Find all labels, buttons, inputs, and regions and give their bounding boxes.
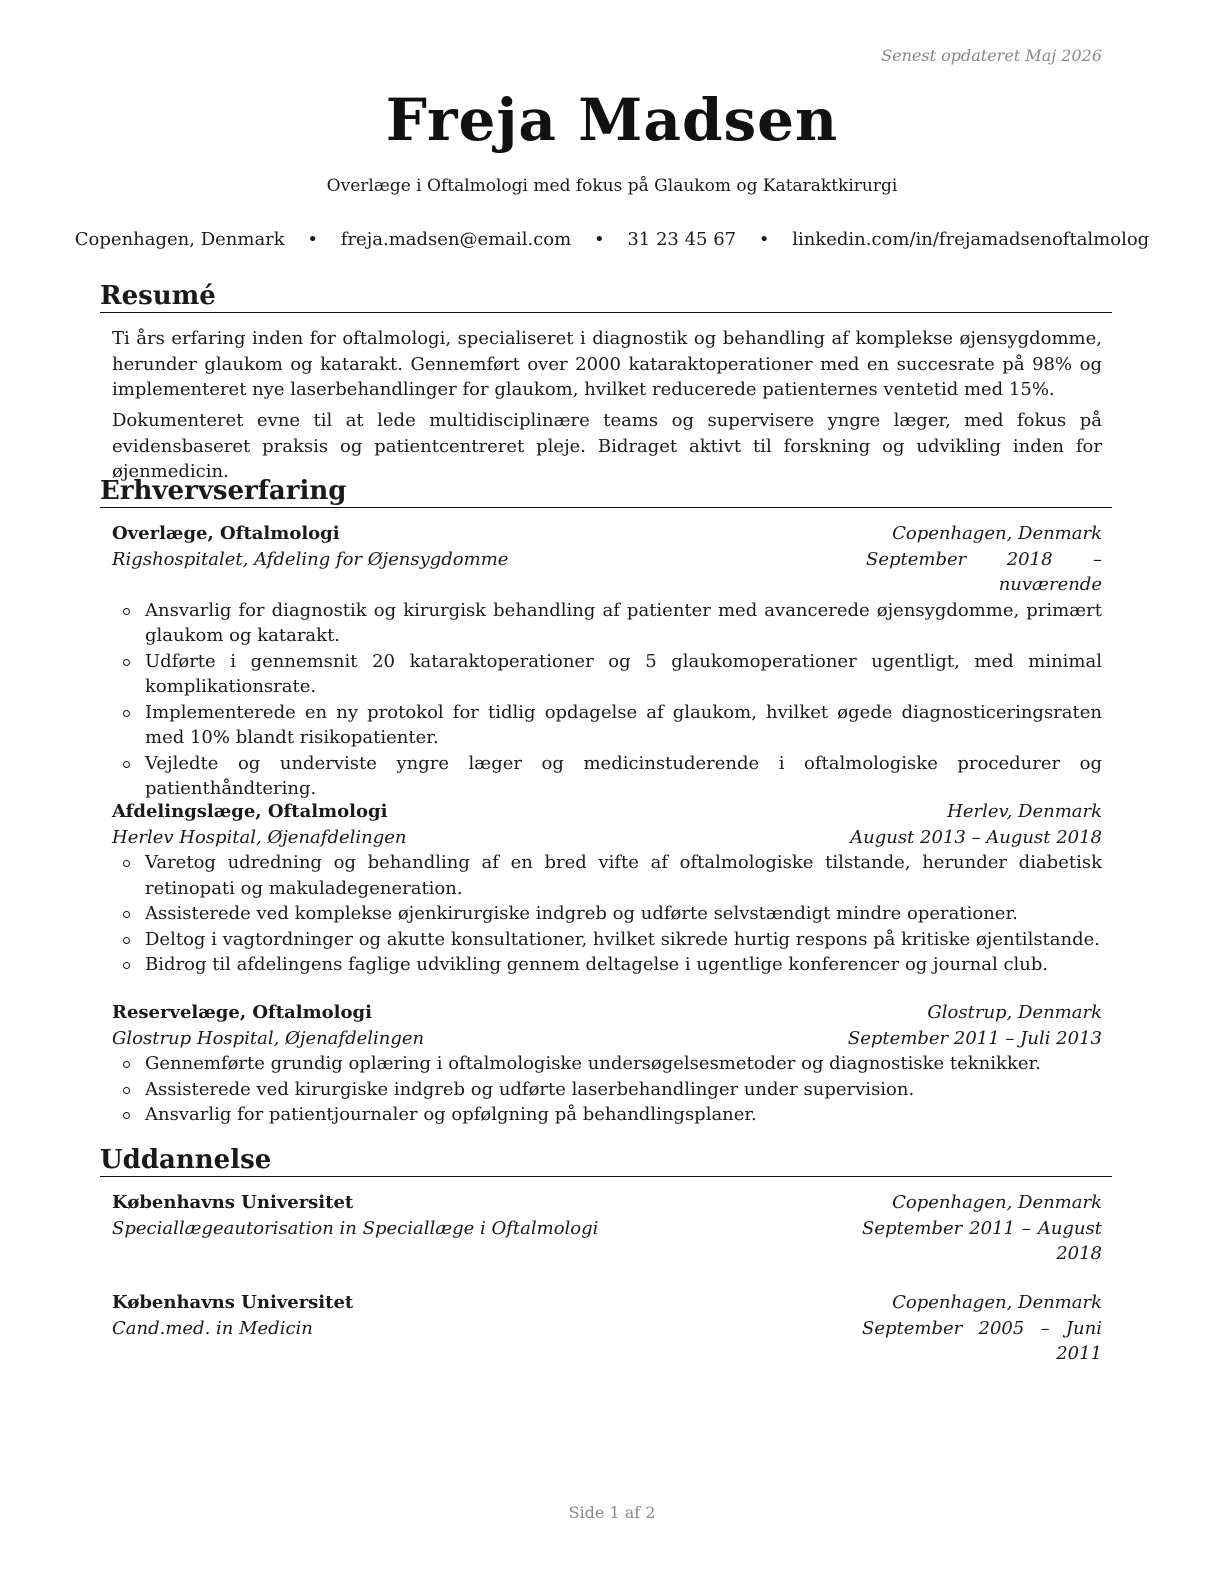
contact-linkedin[interactable]: linkedin.com/in/frejamadsenoftalmolog	[792, 229, 1150, 250]
education-dates: September 2005 – Juni 2011	[862, 1317, 1102, 1364]
summary-paragraph: Dokumenteret evne til at lede multidisciplinære teams og supervisere yngre læger, med fokus på evidensbaseret praksis og patientcentreret pleje. Bidraget aktivt til forskning og udvikling inden for øjenmedicin.	[112, 410, 1102, 482]
contact-separator: •	[307, 229, 319, 250]
education-school: Københavns Universitet	[112, 1292, 354, 1313]
job-employer: Rigshospitalet, Afdeling for Øjensygdomme	[112, 548, 509, 570]
job-dates: September 2011 – Juli 2013	[847, 1027, 1102, 1049]
list-item: Ansvarlig for diagnostik og kirurgisk behandling af patienter med avancerede øjensygdomme, primært glaukom og katarakt.	[112, 598, 1102, 649]
education-location: Copenhagen, Denmark	[892, 1192, 1102, 1213]
contact-email[interactable]: freja.madsen@email.com	[340, 229, 572, 250]
education-dates: September 2011 – August 2018	[862, 1217, 1102, 1264]
education-degree: Cand.med. in Medicin	[112, 1317, 313, 1339]
section-title-summary: Resumé	[100, 281, 1112, 313]
list-item: Bidrog til afdelingens faglige udvikling gennem deltagelse i ugentlige konferencer og journal club.	[112, 952, 1102, 978]
job-bullets	[112, 850, 1102, 978]
job-entry	[112, 521, 1102, 802]
section-title-education: Uddannelse	[100, 1145, 1112, 1177]
list-item: Udførte i gennemsnit 20 kataraktoperationer og 5 glaukomoperationer ugentligt, med minimal komplikationsrate.	[112, 649, 1102, 700]
job-role: Overlæge, Oftalmologi	[112, 523, 340, 544]
last-updated-note: Senest opdateret Maj 2026	[881, 46, 1102, 65]
contact-phone[interactable]: 31 23 45 67	[627, 229, 737, 250]
education-entry	[112, 1190, 1102, 1267]
candidate-name: Freja Madsen	[385, 86, 839, 154]
list-item: Ansvarlig for patientjournaler og opfølgning på behandlingsplaner.	[112, 1102, 1102, 1128]
contact-location: Copenhagen, Denmark	[74, 229, 285, 250]
list-item: Vejledte og underviste yngre læger og medicinstuderende i oftalmologiske procedurer og patienthåndtering.	[112, 751, 1102, 802]
section-title-experience: Erhvervserfaring	[100, 476, 1112, 508]
job-bullets	[112, 598, 1102, 802]
job-entry	[112, 1000, 1102, 1128]
job-role: Reservelæge, Oftalmologi	[112, 1002, 372, 1023]
education-school: Københavns Universitet	[112, 1192, 354, 1213]
list-item: Implementerede en ny protokol for tidlig opdagelse af glaukom, hvilket øgede diagnosticeringsraten med 10% blandt risikopatienter.	[112, 700, 1102, 751]
job-employer: Herlev Hospital, Øjenafdelingen	[112, 826, 407, 848]
job-role: Afdelingslæge, Oftalmologi	[112, 801, 388, 822]
page-number: Side 1 af 2	[568, 1503, 656, 1522]
education-degree: Speciallægeautorisation in Speciallæge i Oftalmologi	[112, 1217, 599, 1239]
contact-separator: •	[593, 229, 605, 250]
job-bullets	[112, 1051, 1102, 1128]
list-item: Deltog i vagtordninger og akutte konsultationer, hvilket sikrede hurtig respons på kritiske øjentilstande.	[112, 927, 1102, 953]
summary-paragraph: Ti års erfaring inden for oftalmologi, specialiseret i diagnostik og behandling af komplekse øjensygdomme, herunder glaukom og katarakt. Gennemført over 2000 kataraktoperationer med en succesrate på 98% og implementeret nye laserbehandlinger for glaukom, hvilket reducerede patienternes ventetid med 15%.	[112, 328, 1102, 400]
list-item: Assisterede ved komplekse øjenkirurgiske indgreb og udførte selvstændigt mindre operationer.	[112, 901, 1102, 927]
job-location: Copenhagen, Denmark	[892, 523, 1102, 544]
job-location: Herlev, Denmark	[947, 801, 1102, 822]
job-location: Glostrup, Denmark	[927, 1002, 1102, 1023]
contact-separator: •	[758, 229, 770, 250]
job-entry	[112, 799, 1102, 978]
candidate-headline: Overlæge i Oftalmologi med fokus på Glaukom og Kataraktkirurgi	[326, 176, 898, 196]
job-dates: September 2018 – nuværende	[866, 548, 1102, 595]
job-employer: Glostrup Hospital, Øjenafdelingen	[112, 1027, 425, 1049]
education-location: Copenhagen, Denmark	[892, 1292, 1102, 1313]
education-entry	[112, 1290, 1102, 1367]
job-dates: August 2013 – August 2018	[850, 826, 1102, 848]
list-item: Gennemførte grundig oplæring i oftalmologiske undersøgelsesmetoder og diagnostiske teknikker.	[112, 1051, 1102, 1077]
contact-line	[0, 229, 1224, 250]
list-item: Varetog udredning og behandling af en bred vifte af oftalmologiske tilstande, herunder diabetisk retinopati og makuladegeneration.	[112, 850, 1102, 901]
list-item: Assisterede ved kirurgiske indgreb og udførte laserbehandlinger under supervision.	[112, 1077, 1102, 1103]
